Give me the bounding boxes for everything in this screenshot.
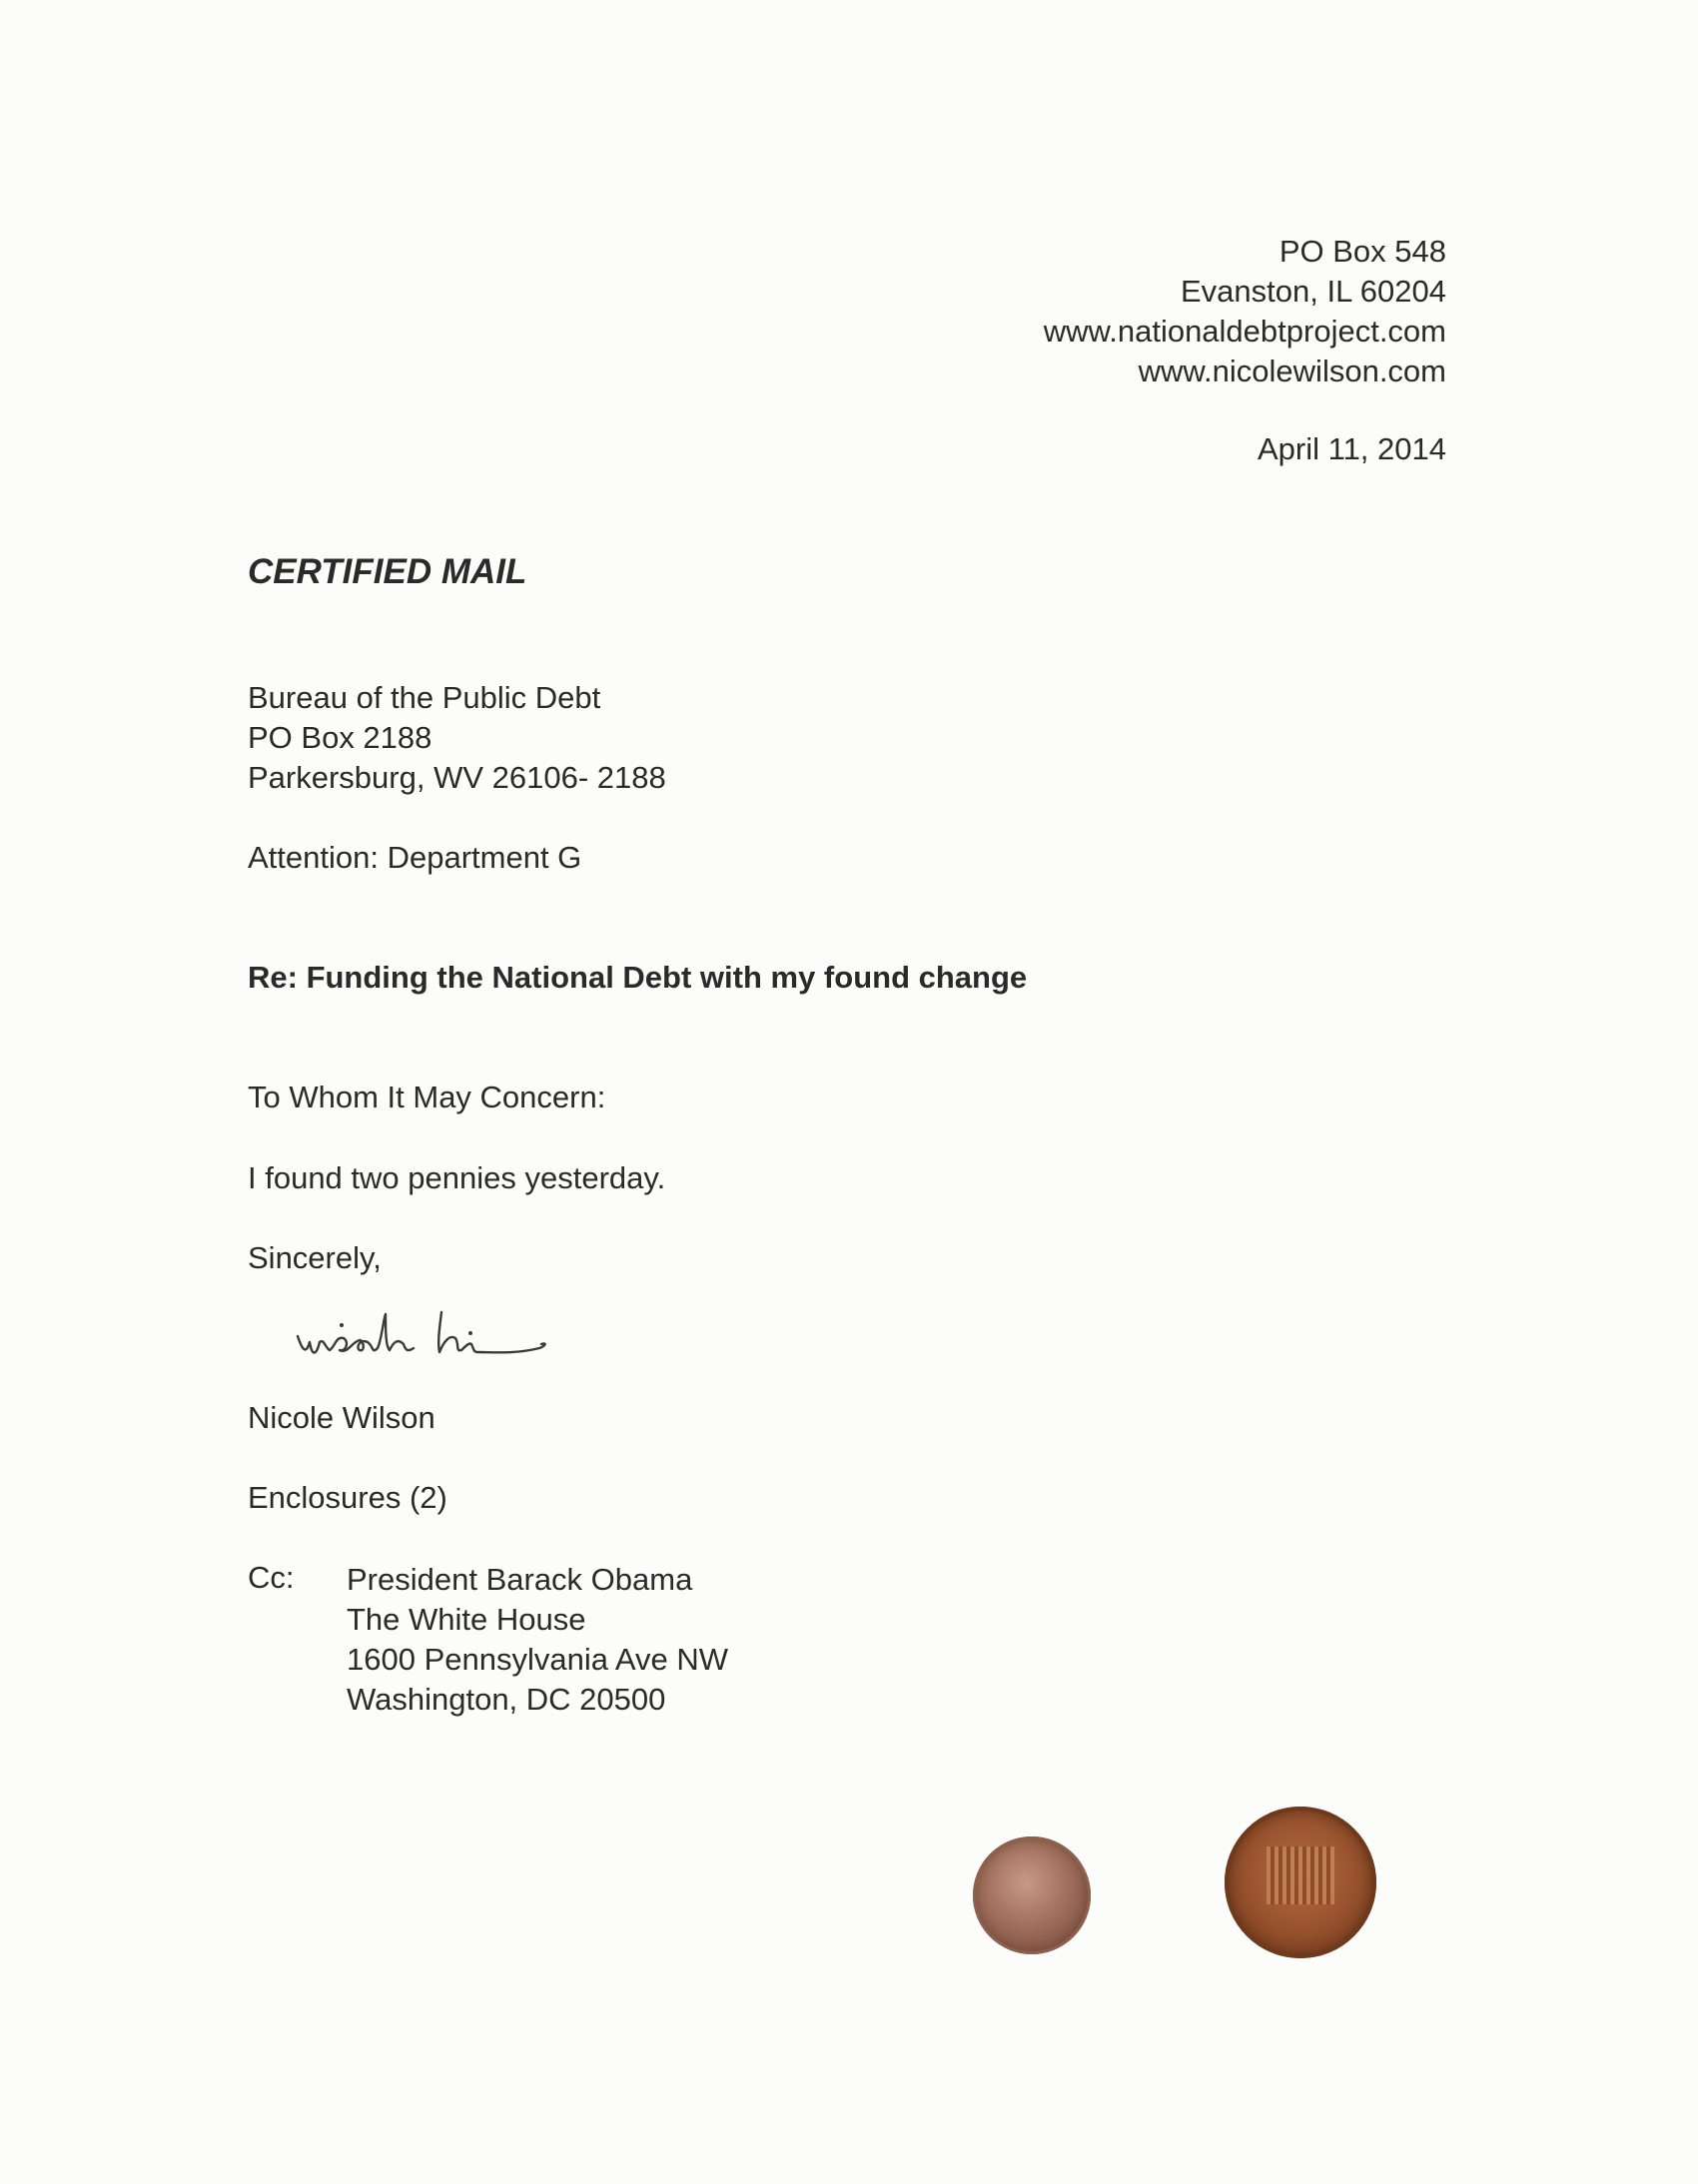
cc-label: Cc: (248, 1560, 295, 1595)
recipient-line-1: Bureau of the Public Debt (248, 680, 601, 715)
closing: Sincerely, (248, 1240, 382, 1275)
letter-date: April 11, 2014 (1258, 431, 1446, 466)
cc-line-1: President Barack Obama (347, 1562, 693, 1597)
penny-tails-image (1225, 1807, 1376, 1958)
certified-mail-heading: CERTIFIED MAIL (248, 552, 527, 591)
recipient-line-3: Parkersburg, WV 26106- 2188 (248, 760, 666, 795)
sender-website-1: www.nationaldebtproject.com (1043, 314, 1446, 349)
signer-name: Nicole Wilson (248, 1400, 435, 1435)
attention-line: Attention: Department G (248, 840, 582, 875)
cc-line-2: The White House (347, 1602, 586, 1637)
lincoln-memorial-icon (1267, 1846, 1334, 1904)
handwritten-signature (290, 1298, 639, 1378)
salutation: To Whom It May Concern: (248, 1080, 606, 1114)
enclosures-line: Enclosures (2) (248, 1480, 447, 1515)
sender-website-2: www.nicolewilson.com (1138, 354, 1446, 388)
penny-heads-image (973, 1836, 1091, 1954)
cc-address (347, 1560, 728, 1720)
sender-line-1: PO Box 548 (1278, 234, 1446, 269)
sender-address (1044, 232, 1446, 391)
sender-line-2: Evanston, IL 60204 (1181, 274, 1446, 309)
letter-body: I found two pennies yesterday. (248, 1160, 666, 1195)
recipient-address (248, 678, 666, 798)
cc-line-4: Washington, DC 20500 (347, 1682, 666, 1717)
cc-line-3: 1600 Pennsylvania Ave NW (347, 1642, 728, 1677)
subject-line: Re: Funding the National Debt with my found change (248, 960, 1028, 995)
recipient-line-2: PO Box 2188 (248, 720, 432, 755)
